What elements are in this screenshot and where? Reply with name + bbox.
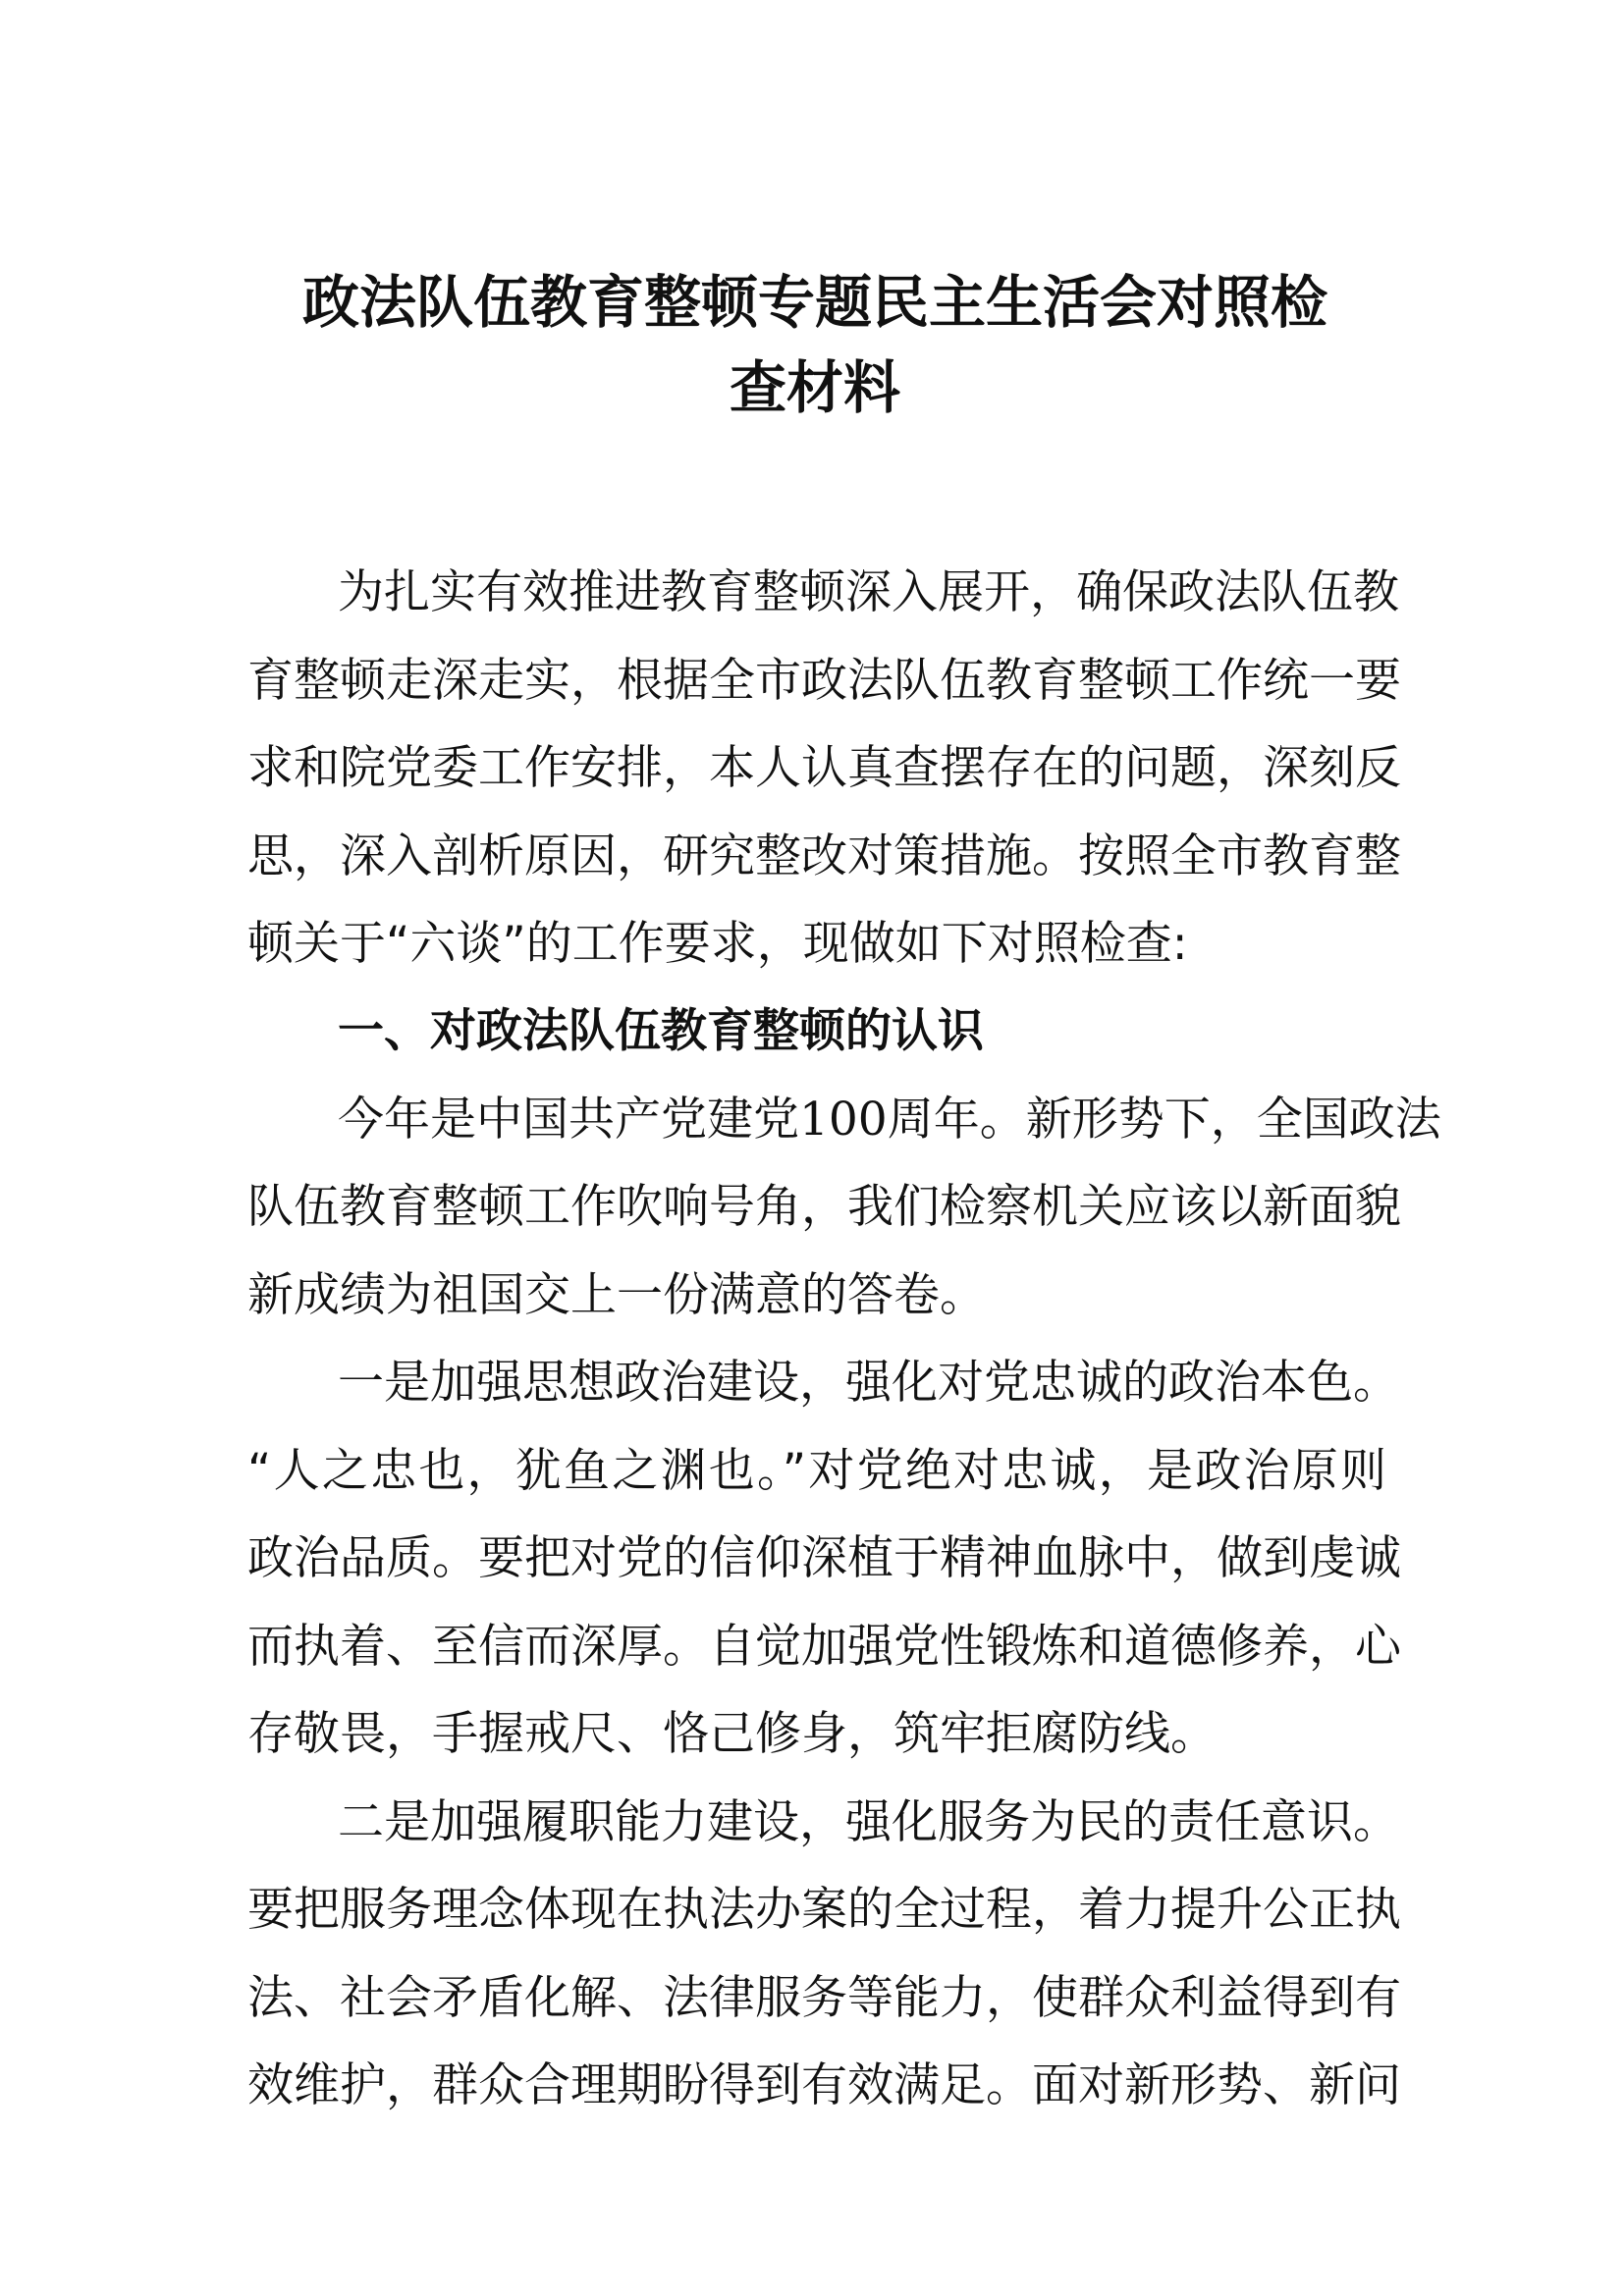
para-2-line-4: 而执着、至信而深厚。自觉加强党性锻炼和道德修养，心 bbox=[247, 1620, 1401, 1674]
para-1-line-1 bbox=[338, 1091, 1441, 1149]
intro-line-2: 育整顿走深走实，根据全市政法队伍教育整顿工作统一要 bbox=[247, 654, 1401, 708]
intro-line-3: 求和院党委工作安排，本人认真查摆存在的问题，深刻反 bbox=[247, 741, 1401, 795]
para-3-line-1: 二是加强履职能力建设，强化服务为民的责任意识。 bbox=[338, 1795, 1399, 1849]
para-3-line-3: 法、社会矛盾化解、法律服务等能力，使群众利益得到有 bbox=[247, 1971, 1401, 2025]
para-2-line-2: “人之忠也，犹鱼之渊也。”对党绝对忠诚，是政治原则 bbox=[247, 1444, 1386, 1498]
document-title-line-1: 政法队伍教育整顿专题民主生活会对照检 bbox=[301, 269, 1327, 336]
para-2-line-3: 政治品质。要把对党的信仰深植于精神血脉中，做到虔诚 bbox=[247, 1531, 1401, 1585]
para-1-line-1-number: 100 bbox=[799, 1093, 888, 1147]
para-1-line-2: 队伍教育整顿工作吹响号角，我们检察机关应该以新面貌 bbox=[247, 1180, 1401, 1234]
intro-line-5: 顿关于“六谈”的工作要求，现做如下对照检查: bbox=[247, 917, 1188, 971]
intro-line-4: 思，深入剖析原因，研究整改对策措施。按照全市教育整 bbox=[247, 829, 1401, 883]
para-1-line-1-pre: 今年是中国共产党建党 bbox=[338, 1093, 799, 1147]
document-title-line-2: 查材料 bbox=[729, 354, 900, 421]
para-3-line-2: 要把服务理念体现在执法办案的全过程，着力提升公正执 bbox=[247, 1883, 1401, 1937]
para-1-line-3: 新成绩为祖国交上一份满意的答卷。 bbox=[247, 1268, 986, 1322]
para-1-line-1-post: 周年。新形势下，全国政法 bbox=[887, 1093, 1441, 1147]
section-1-heading: 一、对政法队伍教育整顿的认识 bbox=[338, 1004, 984, 1058]
para-3-line-4: 效维护，群众合理期盼得到有效满足。面对新形势、新问 bbox=[247, 2058, 1401, 2112]
para-2-line-1: 一是加强思想政治建设，强化对党忠诚的政治本色。 bbox=[338, 1356, 1399, 1410]
intro-line-1: 为扎实有效推进教育整顿深入展开，确保政法队伍教 bbox=[338, 565, 1399, 619]
para-2-line-5: 存敬畏，手握戒尺、恪己修身，筑牢拒腐防线。 bbox=[247, 1707, 1217, 1761]
